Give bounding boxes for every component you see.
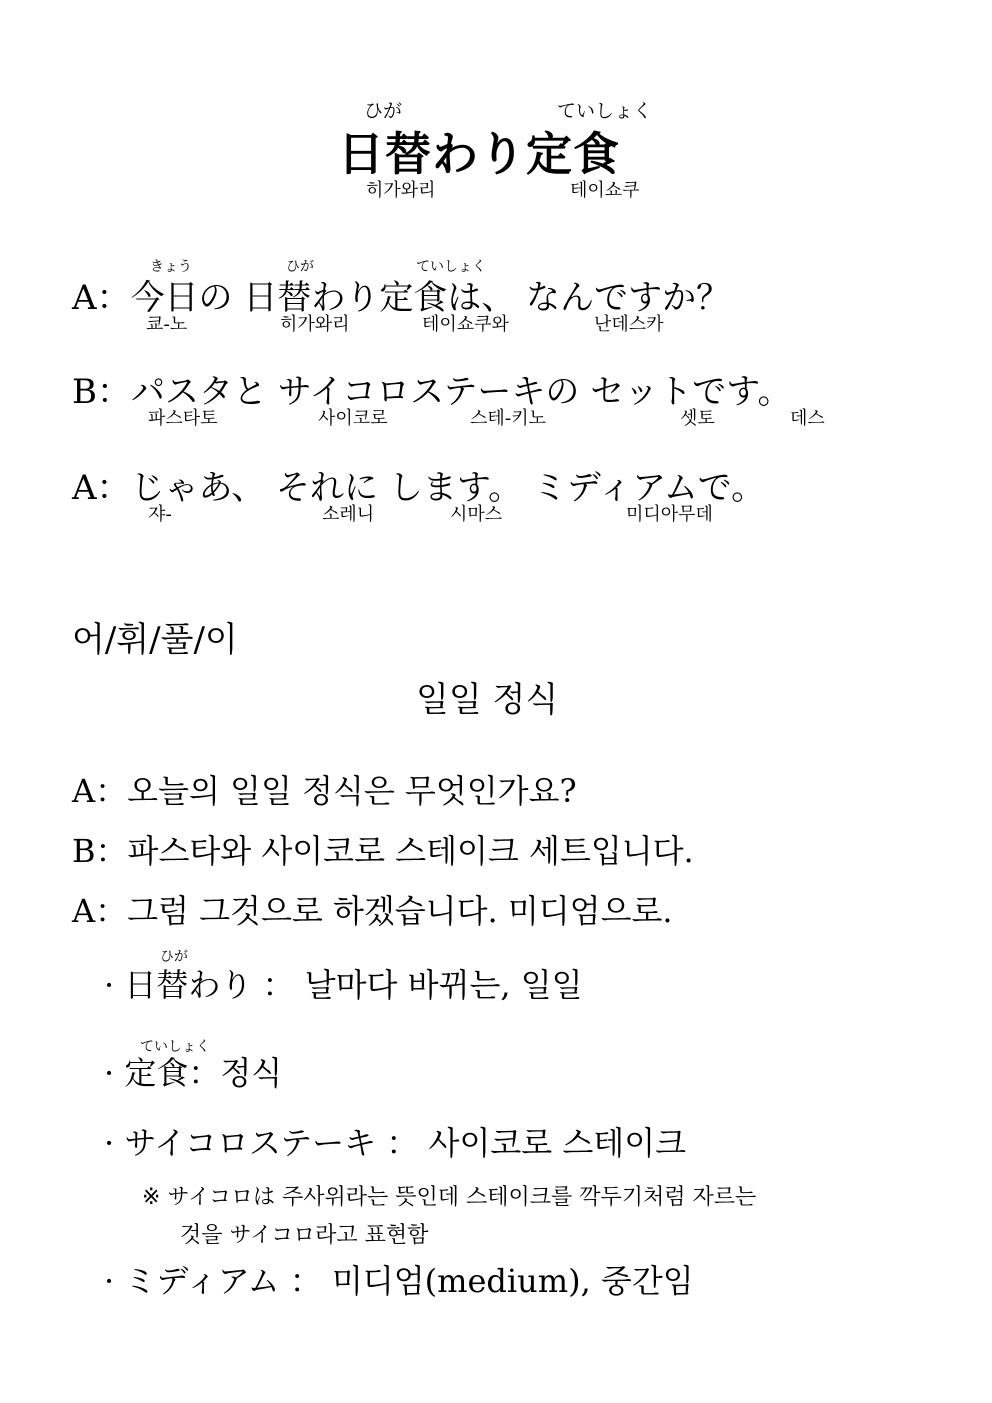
reading-1: 파스타토 (148, 408, 218, 429)
vocab-sep: ： (262, 966, 295, 1004)
reading-4: 셋토 (680, 408, 715, 429)
ruby-teishoku: ていしょく (416, 259, 486, 275)
vocab-sep: ： (289, 1262, 322, 1300)
vocab-sep: ： (188, 1054, 221, 1092)
vocab-ruby-higa: ひが (160, 949, 188, 965)
reading-4: 미디아무데 (626, 504, 713, 525)
title-reading-right: 테이쇼쿠 (570, 180, 640, 201)
reading-2: 소레니 (322, 504, 375, 525)
reading-2: 히가와리 (280, 314, 350, 335)
speaker-label: A： (72, 278, 131, 318)
dialogue-text: じゃあ、 それに します。 ミディアムで。 (130, 468, 766, 508)
reading-3: 시마스 (450, 504, 503, 525)
reading-3: 스테-키노 (470, 408, 547, 429)
reading-1: 쟈- (148, 504, 172, 525)
reading-1: 쿄-노 (146, 314, 188, 335)
reading-2: 사이코로 (318, 408, 388, 429)
translation-line-1 (72, 766, 577, 812)
note-text-1: サイコロは 주사위라는 뜻인데 스테이크를 깍두기처럼 자르는 (167, 1185, 757, 1210)
ruby-higa: ひが (286, 259, 314, 275)
speaker-label: A： (72, 468, 131, 508)
vocab-term: 定食 (124, 1054, 189, 1092)
title-ruby-right: ていしょく (557, 100, 653, 122)
dialogue-text: 今日の 日替わり定食は、 なんですか？ (130, 278, 731, 318)
bullet: · (104, 1262, 115, 1300)
speaker-label: B： (72, 832, 128, 870)
vocab-meaning: 정식 (220, 1054, 283, 1092)
note-mark: ※ (142, 1185, 161, 1210)
vocab-term: ミディアム (124, 1262, 280, 1300)
translation-line-2 (72, 826, 694, 872)
bullet: · (104, 966, 115, 1004)
bullet: · (104, 1124, 115, 1162)
vocab-item-medium (104, 1256, 694, 1302)
translation-title: 일일 정식 (416, 680, 559, 720)
vocab-meaning: 사이코로 스테이크 (428, 1124, 687, 1162)
page-title: 日替わり定食 (338, 127, 620, 181)
reading-4: 난데스카 (594, 314, 664, 335)
note-line-1 (142, 1180, 756, 1211)
reading-5: 데스 (790, 408, 825, 429)
translation-text: 파스타와 사이코로 스테이크 세트입니다. (127, 832, 694, 870)
title-reading-left: 히가와리 (366, 180, 436, 201)
ruby-kyou: きょう (150, 259, 192, 275)
translation-text: 그럼 그것으로 하겠습니다. 미디엄으로. (127, 892, 673, 930)
vocab-meaning: 미디엄(medium), 중간임 (331, 1262, 694, 1300)
speaker-label: A： (72, 892, 128, 930)
translation-text: 오늘의 일일 정식은 무엇인가요? (127, 772, 577, 810)
reading-3: 테이쇼쿠와 (422, 314, 509, 335)
vocab-term: サイコロステーキ (124, 1124, 377, 1162)
vocab-item-saikoro-steak (104, 1118, 686, 1164)
vocab-meaning: 날마다 바뀌는, 일일 (304, 966, 583, 1004)
vocab-item-teishoku (104, 1048, 282, 1094)
title-ruby-left: ひが (364, 100, 403, 122)
vocab-term: 日替わり (124, 966, 253, 1004)
vocab-item-higawari (104, 960, 583, 1006)
bullet: · (104, 1054, 115, 1092)
note-line-2: 것을 サイコロ라고 표현함 (180, 1223, 429, 1248)
speaker-label: B： (72, 372, 131, 412)
vocab-heading: 어/휘/풀/이 (72, 620, 238, 660)
translation-line-3 (72, 886, 673, 932)
vocab-ruby-teishoku: ていしょく (140, 1039, 210, 1055)
vocab-sep: ： (386, 1124, 419, 1162)
dialogue-text: パスタと サイコロステーキの セットです。 (131, 372, 792, 412)
speaker-label: A： (72, 772, 128, 810)
